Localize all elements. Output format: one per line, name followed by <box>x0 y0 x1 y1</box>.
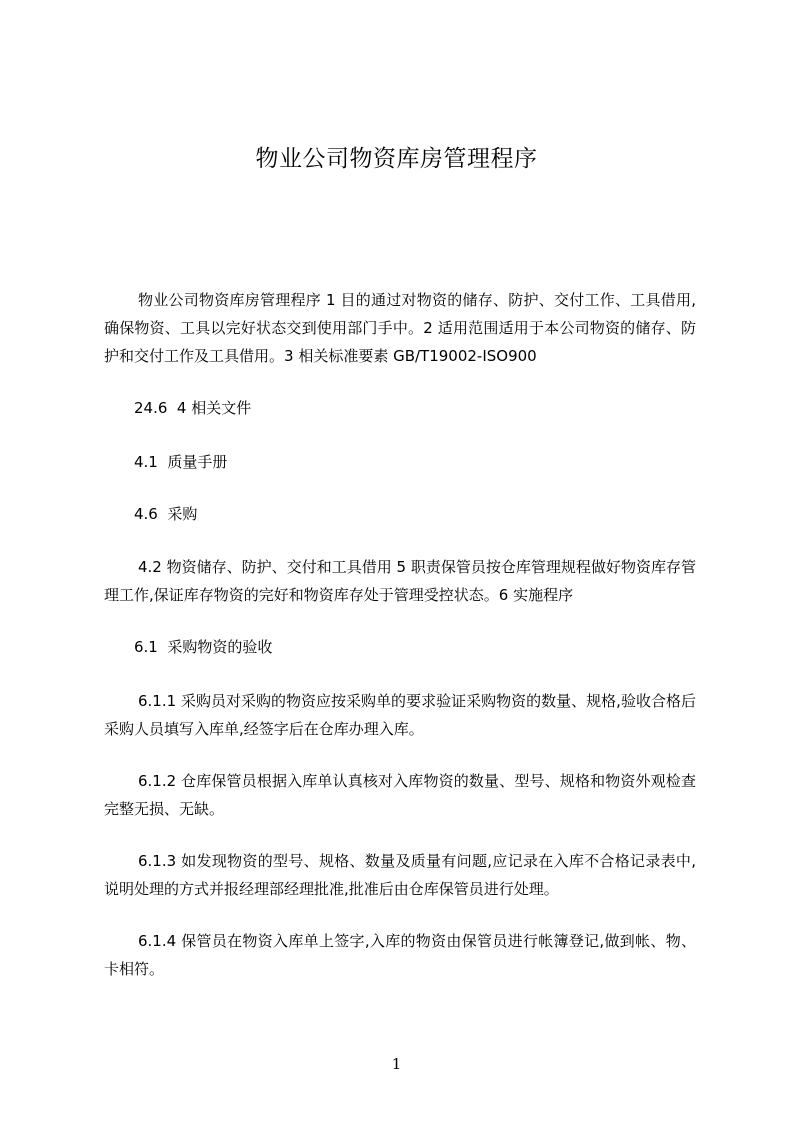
paragraph-6-1-4: 6.1.4 保管员在物资入库单上签字,入库的物资由保管员进行帐簿登记,做到帐、物、卡相符。 <box>104 932 696 978</box>
paragraph-6-1-3: 6.1.3 如发现物资的型号、规格、数量及质量有问题,应记录在入库不合格记录表中,说明处理的方式并报经理部经理批准,批准后由仓库保管员进行处理。 <box>104 852 696 898</box>
paragraph-intro: 物业公司物资库房管理程序 1 目的通过对物资的储存、防护、交付工作、工具借用,确保物资、工具以完好状态交到使用部门手中。2 适用范围适用于本公司物资的储存、防护和交付工作及工具借用。3 相关标准要素 GB/T19002-ISO900 <box>104 291 696 365</box>
section-procurement: 4.6 采购 <box>134 505 198 523</box>
page-number: 1 <box>391 1055 402 1073</box>
section-related-documents: 24.6 4 相关文件 <box>134 399 252 417</box>
document-title: 物业公司物资库房管理程序 <box>255 146 538 172</box>
paragraph-6-1-1: 6.1.1 采购员对采购的物资应按采购单的要求验证采购物资的数量、规格,验收合格后采购人员填写入库单,经签字后在仓库办理入库。 <box>104 692 696 738</box>
section-acceptance: 6.1 采购物资的验收 <box>134 638 273 656</box>
section-quality-manual: 4.1 质量手册 <box>134 453 228 471</box>
paragraph-6-1-2: 6.1.2 仓库保管员根据入库单认真核对入库物资的数量、型号、规格和物资外观检查完整无损、无缺。 <box>104 772 696 818</box>
paragraph-storage-responsibilities: 4.2 物资储存、防护、交付和工具借用 5 职责保管员按仓库管理规程做好物资库存管理工作,保证库存物资的完好和物资库存处于管理受控状态。6 实施程序 <box>104 558 696 604</box>
